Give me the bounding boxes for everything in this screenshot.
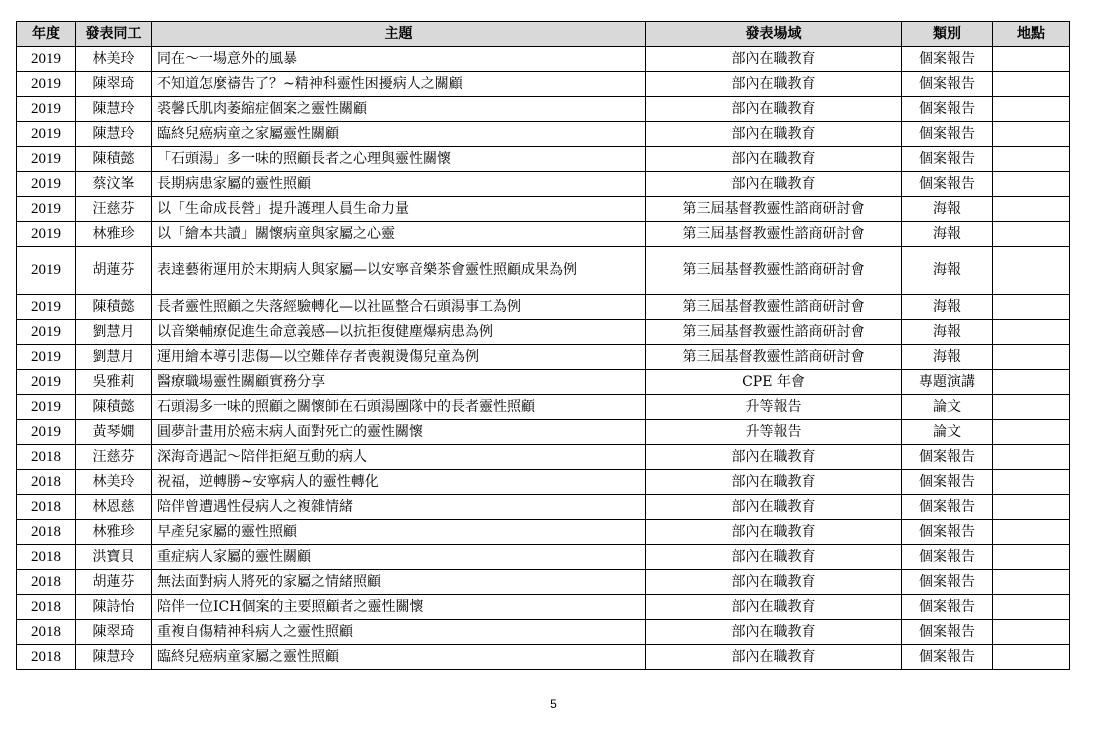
cell-presenter: 陳翠琦 [76, 72, 152, 97]
table-row [17, 147, 1070, 172]
table-row [17, 495, 1070, 520]
cell-venue: 第三屆基督教靈性諮商研討會 [646, 295, 902, 320]
cell-location [993, 570, 1070, 595]
cell-topic: 以音樂輔療促進生命意義感—以抗拒復健塵爆病患為例 [152, 320, 646, 345]
cell-year: 2019 [17, 222, 76, 247]
cell-year: 2019 [17, 197, 76, 222]
cell-presenter: 林美玲 [76, 47, 152, 72]
cell-venue: 部內在職教育 [646, 445, 902, 470]
cell-presenter: 劉慧月 [76, 345, 152, 370]
cell-category: 個案報告 [902, 47, 993, 72]
publications-table [16, 21, 1070, 670]
cell-category: 個案報告 [902, 97, 993, 122]
cell-presenter: 洪寶貝 [76, 545, 152, 570]
cell-topic: 以「繪本共讀」關懷病童與家屬之心靈 [152, 222, 646, 247]
cell-topic: 臨終兒癌病童之家屬靈性關顧 [152, 122, 646, 147]
cell-category: 專題演講 [902, 370, 993, 395]
cell-presenter: 胡蓮芬 [76, 570, 152, 595]
cell-location [993, 147, 1070, 172]
cell-location [993, 345, 1070, 370]
table-row [17, 345, 1070, 370]
cell-topic: 運用繪本導引悲傷—以空難倖存者喪親燙傷兒童為例 [152, 345, 646, 370]
cell-location [993, 545, 1070, 570]
cell-location [993, 172, 1070, 197]
cell-topic: 早產兒家屬的靈性照顧 [152, 520, 646, 545]
cell-topic: 圓夢計畫用於癌末病人面對死亡的靈性關懷 [152, 420, 646, 445]
cell-topic: 長者靈性照顧之失落經驗轉化—以社區整合石頭湯事工為例 [152, 295, 646, 320]
cell-year: 2018 [17, 520, 76, 545]
cell-category: 個案報告 [902, 172, 993, 197]
cell-year: 2019 [17, 172, 76, 197]
table-row [17, 445, 1070, 470]
cell-location [993, 470, 1070, 495]
cell-presenter: 陳慧玲 [76, 645, 152, 670]
cell-location [993, 520, 1070, 545]
cell-topic: 陪伴一位ICH個案的主要照顧者之靈性關懷 [152, 595, 646, 620]
header-location: 地點 [993, 22, 1070, 47]
table-row [17, 395, 1070, 420]
cell-year: 2019 [17, 420, 76, 445]
cell-topic: 陪伴曾遭遇性侵病人之複雜情緒 [152, 495, 646, 520]
table-row [17, 320, 1070, 345]
header-presenter: 發表同工 [76, 22, 152, 47]
cell-year: 2018 [17, 645, 76, 670]
cell-presenter: 陳積懿 [76, 147, 152, 172]
cell-category: 個案報告 [902, 520, 993, 545]
cell-topic: 重症病人家屬的靈性關顧 [152, 545, 646, 570]
cell-year: 2019 [17, 122, 76, 147]
cell-presenter: 蔡汶峯 [76, 172, 152, 197]
cell-venue: 部內在職教育 [646, 520, 902, 545]
cell-presenter: 陳積懿 [76, 395, 152, 420]
cell-category: 個案報告 [902, 445, 993, 470]
cell-category: 海報 [902, 345, 993, 370]
cell-presenter: 陳詩怡 [76, 595, 152, 620]
cell-category: 海報 [902, 197, 993, 222]
cell-presenter: 劉慧月 [76, 320, 152, 345]
cell-year: 2019 [17, 47, 76, 72]
cell-location [993, 320, 1070, 345]
cell-topic: 祝福，逆轉勝~安寧病人的靈性轉化 [152, 470, 646, 495]
cell-category: 海報 [902, 320, 993, 345]
cell-year: 2019 [17, 320, 76, 345]
table-header-row [17, 22, 1070, 47]
cell-year: 2019 [17, 370, 76, 395]
table-row [17, 222, 1070, 247]
cell-location [993, 495, 1070, 520]
table-row [17, 370, 1070, 395]
cell-topic: 重複自傷精神科病人之靈性照顧 [152, 620, 646, 645]
cell-venue: 部內在職教育 [646, 645, 902, 670]
cell-venue: 部內在職教育 [646, 172, 902, 197]
cell-venue: 升等報告 [646, 395, 902, 420]
table-row [17, 520, 1070, 545]
cell-presenter: 林美玲 [76, 470, 152, 495]
cell-location [993, 370, 1070, 395]
cell-venue: 部內在職教育 [646, 495, 902, 520]
cell-venue: 第三屆基督教靈性諮商研討會 [646, 222, 902, 247]
cell-venue: 部內在職教育 [646, 470, 902, 495]
cell-year: 2019 [17, 97, 76, 122]
cell-presenter: 黃琴嫺 [76, 420, 152, 445]
cell-year: 2019 [17, 72, 76, 97]
cell-category: 個案報告 [902, 620, 993, 645]
cell-year: 2018 [17, 545, 76, 570]
cell-presenter: 胡蓮芬 [76, 247, 152, 295]
cell-presenter: 吳雅莉 [76, 370, 152, 395]
cell-presenter: 陳慧玲 [76, 97, 152, 122]
cell-venue: 第三屆基督教靈性諮商研討會 [646, 247, 902, 295]
table-row [17, 97, 1070, 122]
cell-topic: 石頭湯多一味的照顧之關懷師在石頭湯團隊中的長者靈性照顧 [152, 395, 646, 420]
table-row [17, 420, 1070, 445]
cell-venue: 第三屆基督教靈性諮商研討會 [646, 197, 902, 222]
cell-venue: 第三屆基督教靈性諮商研討會 [646, 345, 902, 370]
cell-category: 海報 [902, 222, 993, 247]
cell-year: 2018 [17, 595, 76, 620]
cell-location [993, 197, 1070, 222]
cell-category: 個案報告 [902, 595, 993, 620]
cell-venue: 部內在職教育 [646, 570, 902, 595]
table-row [17, 470, 1070, 495]
cell-presenter: 陳翠琦 [76, 620, 152, 645]
table-row [17, 172, 1070, 197]
cell-venue: 部內在職教育 [646, 595, 902, 620]
cell-category: 海報 [902, 295, 993, 320]
cell-category: 個案報告 [902, 495, 993, 520]
cell-venue: 部內在職教育 [646, 620, 902, 645]
cell-topic: 深海奇遇記～陪伴拒絕互動的病人 [152, 445, 646, 470]
cell-topic: 醫療職場靈性關顧實務分享 [152, 370, 646, 395]
cell-category: 論文 [902, 395, 993, 420]
cell-location [993, 122, 1070, 147]
cell-year: 2019 [17, 395, 76, 420]
table-row [17, 595, 1070, 620]
header-year: 年度 [17, 22, 76, 47]
cell-category: 個案報告 [902, 545, 993, 570]
table-row [17, 197, 1070, 222]
cell-topic: 表達藝術運用於末期病人與家屬—以安寧音樂茶會靈性照顧成果為例 [152, 247, 646, 295]
cell-location [993, 222, 1070, 247]
cell-category: 個案報告 [902, 645, 993, 670]
cell-year: 2018 [17, 620, 76, 645]
table-body [17, 47, 1070, 670]
cell-year: 2019 [17, 147, 76, 172]
cell-presenter: 林恩慈 [76, 495, 152, 520]
cell-location [993, 247, 1070, 295]
cell-venue: 升等報告 [646, 420, 902, 445]
cell-location [993, 395, 1070, 420]
cell-presenter: 林雅珍 [76, 222, 152, 247]
table-row [17, 247, 1070, 295]
header-topic: 主題 [152, 22, 646, 47]
cell-presenter: 陳積懿 [76, 295, 152, 320]
cell-category: 個案報告 [902, 570, 993, 595]
cell-location [993, 72, 1070, 97]
cell-topic: 同在～一場意外的風暴 [152, 47, 646, 72]
cell-venue: 部內在職教育 [646, 47, 902, 72]
cell-topic: 臨終兒癌病童家屬之靈性照顧 [152, 645, 646, 670]
cell-topic: 「石頭湯」多一味的照顧長者之心理與靈性關懷 [152, 147, 646, 172]
table-row [17, 545, 1070, 570]
table-row [17, 295, 1070, 320]
table-row [17, 47, 1070, 72]
cell-venue: 部內在職教育 [646, 72, 902, 97]
cell-topic: 無法面對病人將死的家屬之情緒照顧 [152, 570, 646, 595]
cell-topic: 裘馨氏肌肉萎縮症個案之靈性關顧 [152, 97, 646, 122]
cell-venue: 部內在職教育 [646, 97, 902, 122]
cell-location [993, 595, 1070, 620]
cell-location [993, 47, 1070, 72]
table-row [17, 620, 1070, 645]
cell-venue: 部內在職教育 [646, 122, 902, 147]
cell-presenter: 汪慈芬 [76, 197, 152, 222]
cell-location [993, 295, 1070, 320]
header-category: 類別 [902, 22, 993, 47]
cell-year: 2018 [17, 570, 76, 595]
cell-year: 2019 [17, 295, 76, 320]
cell-venue: 第三屆基督教靈性諮商研討會 [646, 320, 902, 345]
cell-topic: 不知道怎麼禱告了？~精神科靈性困擾病人之關顧 [152, 72, 646, 97]
header-venue: 發表場域 [646, 22, 902, 47]
cell-presenter: 汪慈芬 [76, 445, 152, 470]
cell-year: 2018 [17, 470, 76, 495]
cell-year: 2019 [17, 345, 76, 370]
cell-category: 個案報告 [902, 147, 993, 172]
cell-presenter: 林雅珍 [76, 520, 152, 545]
cell-category: 個案報告 [902, 72, 993, 97]
cell-year: 2018 [17, 445, 76, 470]
cell-topic: 長期病患家屬的靈性照顧 [152, 172, 646, 197]
table-row [17, 570, 1070, 595]
cell-location [993, 445, 1070, 470]
cell-category: 海報 [902, 247, 993, 295]
cell-venue: 部內在職教育 [646, 147, 902, 172]
page-number: 5 [550, 697, 557, 711]
cell-location [993, 620, 1070, 645]
cell-presenter: 陳慧玲 [76, 122, 152, 147]
cell-year: 2018 [17, 495, 76, 520]
cell-year: 2019 [17, 247, 76, 295]
cell-category: 個案報告 [902, 122, 993, 147]
cell-category: 個案報告 [902, 470, 993, 495]
table-row [17, 122, 1070, 147]
cell-category: 論文 [902, 420, 993, 445]
cell-location [993, 420, 1070, 445]
cell-topic: 以「生命成長營」提升護理人員生命力量 [152, 197, 646, 222]
cell-venue: 部內在職教育 [646, 545, 902, 570]
cell-location [993, 645, 1070, 670]
table-row [17, 645, 1070, 670]
table-row [17, 72, 1070, 97]
cell-location [993, 97, 1070, 122]
cell-venue: CPE 年會 [646, 370, 902, 395]
